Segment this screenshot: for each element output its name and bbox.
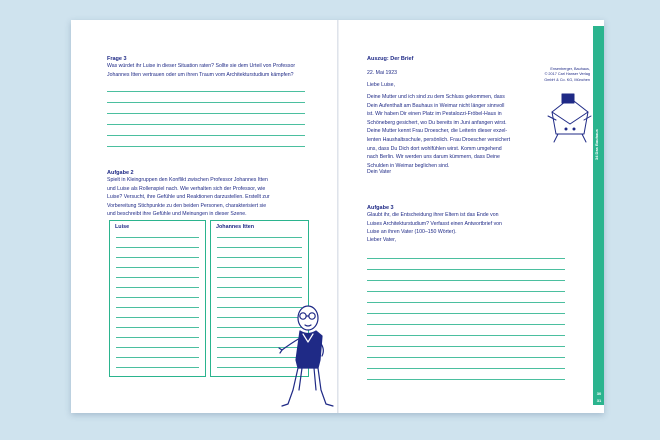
note-line (217, 237, 302, 238)
frage3-heading: Frage 3 (107, 56, 127, 62)
note-line (217, 267, 302, 268)
reply-greeting: Lieber Vater, (367, 237, 397, 243)
answer-line (107, 113, 305, 114)
reply-line (367, 346, 565, 347)
luise-box-title: Luise (115, 224, 130, 230)
reply-line (367, 280, 565, 281)
chapter-tab (593, 26, 604, 405)
reply-line (367, 379, 565, 380)
aufgabe2-text: Spielt in Kleingruppen den Konflikt zwischen Professor Johannes Itten und Luise als Rollenspiel nach. Wie verhalten sich der Professor, wie Luise? Versucht, ihre Gefühle und Reaktionen darzustellen. Erstellt zur Vorbereitung Stichpunkte zu den beiden Personen, charakterisiert sie und beschreibt ihre Gefühle und Meinungen in dieser Szene. (107, 177, 270, 218)
aufgabe3-heading: Aufgabe 3 (367, 205, 394, 211)
letter-envelope-illustration (546, 90, 592, 146)
copyright-note: Ensenberger, Bauhaus, © 2017 Carl Hanser Verlag GmbH & Co. KG, München (544, 67, 590, 82)
note-line (116, 337, 199, 338)
note-line (217, 257, 302, 258)
note-line (217, 287, 302, 288)
note-line (116, 287, 199, 288)
frage3-text: Was würdet ihr Luise in dieser Situation raten? Sollte sie dem Urteil von Professor Johannes Itten vertrauen oder um ihren Traum vom Architekturstudium kämpfen? (107, 63, 296, 78)
answer-line (107, 91, 305, 92)
answer-line (107, 146, 305, 147)
page-number-right: 31 (596, 398, 602, 403)
reply-line (367, 324, 565, 325)
page-number-left: 30 (596, 391, 602, 396)
note-line (116, 327, 199, 328)
note-line (116, 247, 199, 248)
aufgabe2-heading: Aufgabe 2 (107, 170, 134, 176)
note-line (116, 297, 199, 298)
note-line (116, 367, 199, 368)
note-line (116, 277, 199, 278)
answer-line (107, 124, 305, 125)
note-line (116, 347, 199, 348)
left-page (71, 20, 337, 413)
reply-line (367, 368, 565, 369)
reply-line (367, 291, 565, 292)
professor-figure-illustration (278, 298, 338, 413)
reply-line (367, 258, 565, 259)
answer-line (107, 135, 305, 136)
answer-line (107, 102, 305, 103)
note-line (116, 237, 199, 238)
itten-box-title: Johannes Itten (216, 224, 255, 230)
open-book (71, 20, 604, 413)
note-line (116, 267, 199, 268)
note-line (217, 277, 302, 278)
reply-line (367, 335, 565, 336)
page-numbers (594, 390, 604, 404)
letter-greeting: Liebe Luise, (367, 82, 395, 88)
reply-line (367, 269, 565, 270)
excerpt-heading: Auszug: Der Brief (367, 56, 414, 62)
note-line (116, 357, 199, 358)
letter-date: 22. Mai 1923 (367, 70, 397, 76)
letter-signature: Dein Vater (367, 169, 392, 175)
luise-notes-box[interactable] (109, 220, 206, 377)
reply-line (367, 313, 565, 314)
aufgabe3-text: Glaubt ihr, die Entscheidung ihrer Eltern ist das Ende von Luises Architekturstudium? Verfasst einen Antwortbrief von Luise an ihren Vater (100–150 Wörter). (367, 212, 502, 236)
reply-line (367, 302, 565, 303)
note-line (116, 257, 199, 258)
note-line (116, 307, 199, 308)
letter-body: Deine Mutter und ich sind zu dem Schluss gekommen, dass Dein Aufenthalt am Bauhaus in Weimar nicht länger sinnvoll ist. Wir haben Dir einen Platz im Pestalozzi-Fröbel-Haus in Schöneberg gesichert, wo Du bereits im Juni anfangen wirst. Deine Mutter kennt Frau Droescher, die Leiterin dieser exzel- lenten Haushaltsschule, persönlich. Frau Droescher versichert uns, dass Du Dich dort wohlfühlen wirst. Komm umgehend nach Berlin. Wir werden uns darum kümmern, dass Deine Schulden in Weimar beglichen sind. (367, 94, 511, 169)
note-line (116, 317, 199, 318)
chapter-tab-label: 34 Das Bauhaus (594, 129, 599, 161)
note-line (217, 247, 302, 248)
right-page (338, 20, 604, 413)
reply-line (367, 357, 565, 358)
